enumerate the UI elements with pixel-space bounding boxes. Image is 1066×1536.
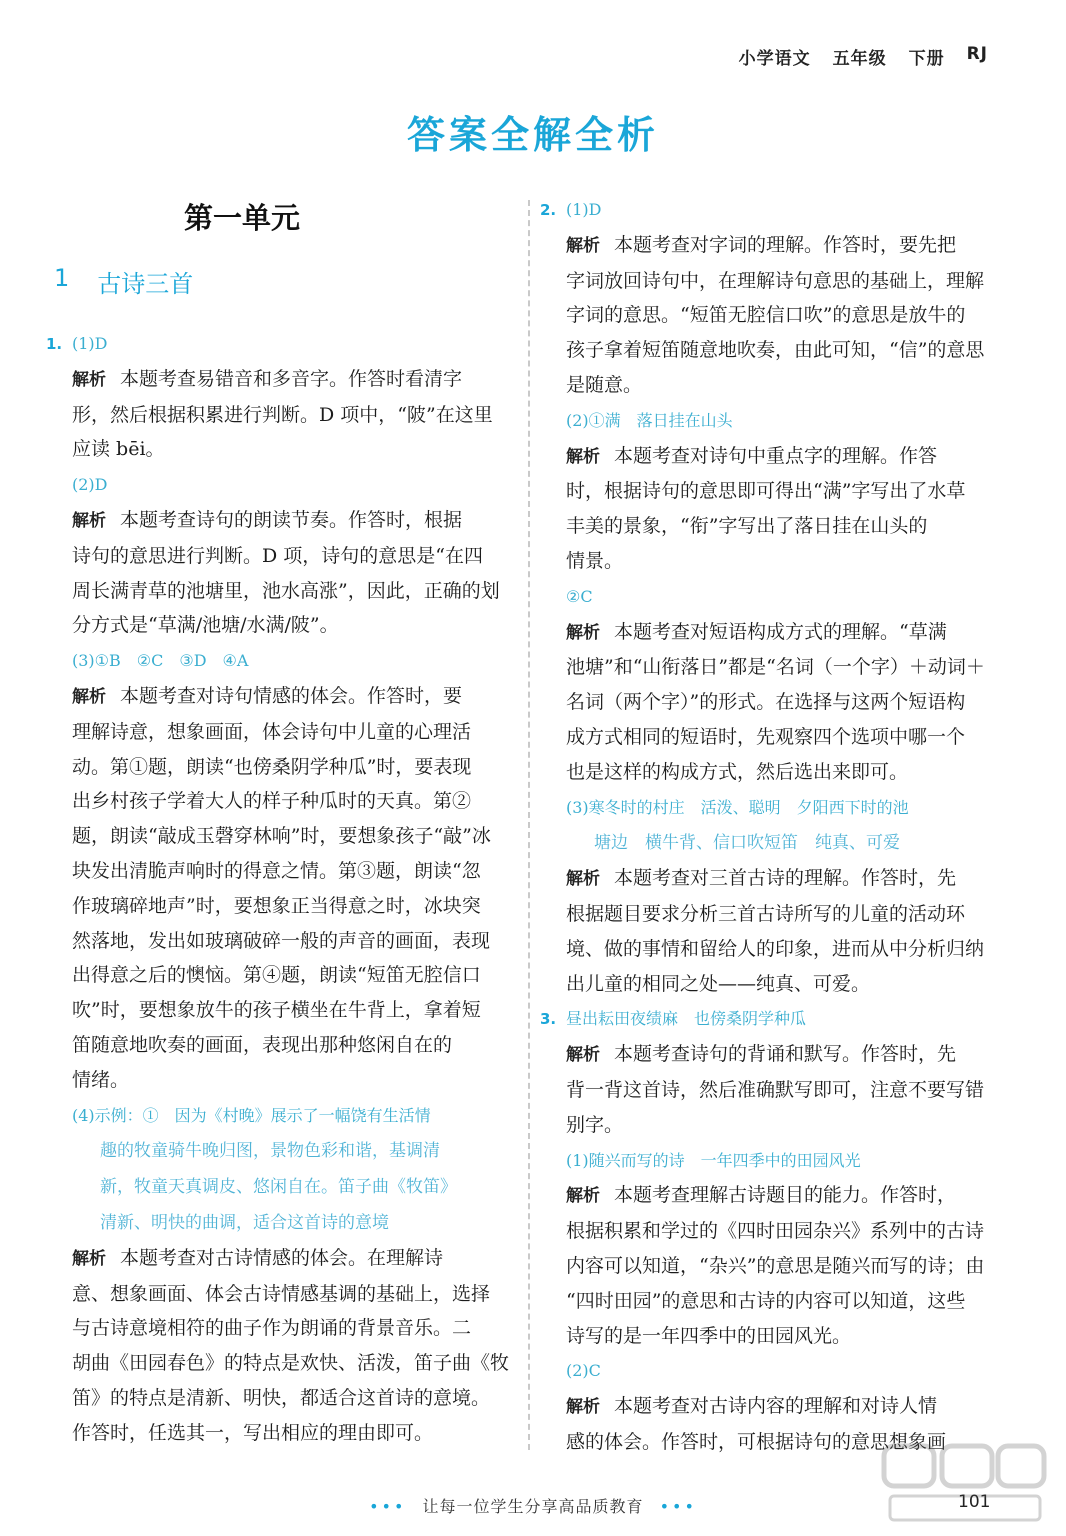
analysis-text: 胡曲《田园春色》的特点是欢快、活泼，笛子曲《牧 xyxy=(72,1352,510,1375)
text-line xyxy=(540,1249,1004,1284)
text-line xyxy=(540,1214,1004,1249)
text-line xyxy=(46,784,504,819)
analysis-text: 本题考查易错音和多音字。作答时看清字 xyxy=(120,367,463,390)
text-line xyxy=(540,932,1004,967)
analysis-text: 应读 bēi。 xyxy=(72,438,165,461)
analysis-tag: 解析 xyxy=(72,686,106,707)
text-line xyxy=(540,474,1004,509)
book-meta xyxy=(739,44,988,69)
dots-left-icon: ••• xyxy=(369,1497,407,1516)
text-line xyxy=(540,755,1004,790)
analysis-text: 与古诗意境相符的曲子作为朗诵的背景音乐。二 xyxy=(72,1317,472,1340)
analysis-text: 内容可以知道，“杂兴”的意思是随兴而写的诗；由 xyxy=(566,1254,985,1277)
lesson-title xyxy=(54,264,193,299)
slogan-text: 让每一位学生分享高品质教育 xyxy=(422,1497,644,1516)
text-line xyxy=(46,432,504,467)
page-number: 101 xyxy=(958,1492,991,1512)
analysis-text: 动。第①题，朗读“也傍桑阴学种瓜”时，要表现 xyxy=(72,755,472,778)
text-line xyxy=(540,861,1004,897)
text-line xyxy=(540,192,1004,228)
text-line xyxy=(540,1073,1004,1108)
analysis-text: 成方式相同的短语时，先观察四个选项中哪一个 xyxy=(566,725,966,748)
answer-text: (1)随兴而写的诗 一年四季中的田园风光 xyxy=(566,1150,861,1170)
answer-text: 昼出耘田夜绩麻 也傍桑阴学种瓜 xyxy=(566,1009,807,1029)
analysis-text: 分方式是“草满/池塘/水满/陂”。 xyxy=(72,614,339,637)
text-line xyxy=(540,790,1004,826)
text-line xyxy=(46,1098,504,1134)
analysis-tag: 解析 xyxy=(566,869,600,890)
text-line xyxy=(46,362,504,398)
text-line xyxy=(540,1284,1004,1319)
analysis-text: 字词放回诗句中，在理解诗句意思的基础上，理解 xyxy=(566,269,985,292)
analysis-text: 孩子拿着短笛随意地吹奏，由此可知，“信”的意思 xyxy=(566,339,985,362)
answer-text: (1)D xyxy=(72,334,108,353)
text-line xyxy=(46,1241,504,1277)
answer-text: (2)①满 落日挂在山头 xyxy=(566,410,733,430)
answer-text: (3)①B ②C ③D ④A xyxy=(72,651,249,671)
analysis-text: 作玻璃碎地声”时，要想象正当得意之时，冰块突 xyxy=(72,894,481,917)
analysis-tag: 解析 xyxy=(72,510,106,531)
text-line xyxy=(540,579,1004,615)
analysis-text: 吹”时，要想象放牛的孩子横坐在牛背上，拿着短 xyxy=(72,999,481,1022)
text-line xyxy=(46,326,504,362)
text-line xyxy=(46,539,504,574)
text-line xyxy=(540,1389,1004,1425)
question-number: 1. xyxy=(46,335,63,353)
text-line xyxy=(540,509,1004,544)
analysis-text: 本题考查对三首古诗的理解。作答时，先 xyxy=(614,867,957,890)
text-line xyxy=(540,650,1004,685)
text-line xyxy=(46,1311,504,1346)
answer-text: ②C xyxy=(566,586,593,606)
lesson-number: 1 xyxy=(54,264,70,292)
analysis-text: 本题考查对诗句中重点字的理解。作答 xyxy=(614,444,938,467)
analysis-text: 是随意。 xyxy=(566,373,643,396)
lesson-name: 古诗三首 xyxy=(97,270,194,298)
grade-label: 五年级 xyxy=(832,49,887,69)
analysis-text: 然落地，发出如玻璃破碎一般的声音的画面，表现 xyxy=(72,929,491,952)
edition-label: RJ xyxy=(966,44,988,64)
analysis-text: 理解诗意，想象画面，体会诗句中儿童的心理活 xyxy=(72,720,472,743)
text-line xyxy=(540,264,1004,299)
analysis-text: 本题考查诗句的背诵和默写。作答时，先 xyxy=(614,1043,957,1066)
text-line xyxy=(46,1416,504,1451)
answer-text: 趣的牧童骑牛晚归图，景物色彩和谐，基调清 xyxy=(100,1141,440,1162)
analysis-tag: 解析 xyxy=(566,446,600,467)
analysis-text: 本题考查对诗句情感的体会。作答时，要 xyxy=(120,684,463,707)
text-line xyxy=(540,615,1004,651)
text-line xyxy=(540,544,1004,579)
text-line xyxy=(46,608,504,643)
text-line xyxy=(46,1063,504,1098)
text-line xyxy=(540,720,1004,755)
analysis-tag: 解析 xyxy=(566,235,600,256)
analysis-text: 本题考查对古诗内容的理解和对诗人情 xyxy=(614,1395,938,1418)
analysis-text: 形，然后根据积累进行判断。D 项中，“陂”在这里 xyxy=(72,403,493,426)
analysis-tag: 解析 xyxy=(566,1045,600,1066)
analysis-tag: 解析 xyxy=(566,622,600,643)
answer-text: (2)C xyxy=(566,1361,601,1381)
text-line xyxy=(540,1353,1004,1389)
analysis-text: 本题考查对古诗情感的体会。在理解诗 xyxy=(120,1246,444,1269)
text-line xyxy=(540,1037,1004,1073)
analysis-text: 根据积累和学过的《四时田园杂兴》系列中的古诗 xyxy=(566,1220,985,1243)
text-line xyxy=(46,715,504,750)
text-line xyxy=(46,398,504,433)
right-column xyxy=(540,192,1004,1460)
analysis-text: 本题考查理解古诗题目的能力。作答时， xyxy=(614,1184,957,1207)
analysis-text: 时，根据诗句的意思即可得出“满”字写出了水草 xyxy=(566,480,966,503)
answer-text: 新，牧童天真调皮、悠闲自在。笛子曲《牧笛》 xyxy=(100,1177,457,1198)
analysis-text: 本题考查对字词的理解。作答时，要先把 xyxy=(614,233,957,256)
text-line xyxy=(46,1277,504,1312)
text-line xyxy=(540,333,1004,368)
text-line xyxy=(540,403,1004,439)
analysis-text: 诗写的是一年四季中的田园风光。 xyxy=(566,1324,852,1347)
watermark-logo-icon xyxy=(880,1440,1050,1526)
text-line xyxy=(540,1143,1004,1179)
page-title: 答案全解全析 xyxy=(406,113,659,157)
answer-text: (2)D xyxy=(72,475,108,495)
analysis-text: 笛》的特点是清新、明快，都适合这首诗的意境。 xyxy=(72,1386,491,1409)
text-line xyxy=(46,503,504,539)
answer-text: (3)寒冬时的村庄 活泼、聪明 夕阳西下时的池 xyxy=(566,797,909,817)
answer-text: (1)D xyxy=(566,200,602,219)
analysis-tag: 解析 xyxy=(72,1248,106,1269)
text-line xyxy=(540,228,1004,264)
text-line xyxy=(46,1346,510,1381)
analysis-text: 别字。 xyxy=(566,1113,624,1136)
analysis-text: 出得意之后的懊恼。第④题，朗读“短笛无腔信口 xyxy=(72,964,481,987)
text-line xyxy=(540,685,1004,720)
text-line xyxy=(46,819,504,854)
analysis-text: 背一背这首诗，然后准确默写即可，注意不要写错 xyxy=(566,1078,985,1101)
text-line xyxy=(46,1133,504,1169)
analysis-text: 感的体会。作答时，可根据诗句的意思想象画 xyxy=(566,1430,947,1453)
text-line xyxy=(46,1028,504,1063)
text-line xyxy=(46,750,504,785)
answer-text: 清新、明快的曲调，适合这首诗的意境 xyxy=(100,1212,389,1233)
question-number: 2. xyxy=(540,201,557,219)
text-line xyxy=(46,643,504,679)
analysis-tag: 解析 xyxy=(566,1397,600,1418)
analysis-text: 本题考查对短语构成方式的理解。“草满 xyxy=(614,620,947,643)
text-line xyxy=(46,854,504,889)
text-line xyxy=(540,439,1004,475)
question-number: 3. xyxy=(540,1010,557,1029)
text-line xyxy=(540,1001,1004,1037)
text-line xyxy=(46,958,504,993)
analysis-text: 意、想象画面、体会古诗情感基调的基础上，选择 xyxy=(72,1282,491,1305)
analysis-text: 作答时，任选其一，写出相应的理由即可。 xyxy=(72,1421,434,1444)
analysis-text: 丰美的景象，“衔”字写出了落日挂在山头的 xyxy=(566,515,928,538)
analysis-text: 情景。 xyxy=(566,549,624,572)
analysis-text: 本题考查诗句的朗读节奏。作答时，根据 xyxy=(120,508,463,531)
unit-title: 第一单元 xyxy=(183,201,300,235)
text-line xyxy=(46,679,504,715)
text-line xyxy=(46,889,504,924)
text-line xyxy=(46,924,504,959)
text-line xyxy=(46,993,504,1028)
analysis-text: 周长满青草的池塘里，池水高涨”，因此，正确的划 xyxy=(72,579,500,602)
dots-right-icon: ••• xyxy=(659,1497,697,1516)
text-line xyxy=(540,1178,1004,1214)
text-line xyxy=(540,825,1004,861)
analysis-text: 情绪。 xyxy=(72,1068,130,1091)
text-line xyxy=(46,1205,504,1241)
text-line xyxy=(46,1169,504,1205)
text-line xyxy=(540,298,1004,333)
analysis-text: 笛随意地吹奏的画面，表现出那种悠闲自在的 xyxy=(72,1033,453,1056)
text-line xyxy=(540,897,1004,932)
analysis-text: 诗句的意思进行判断。D 项，诗句的意思是“在四 xyxy=(72,544,483,567)
analysis-text: 字词的意思。“短笛无腔信口吹”的意思是放牛的 xyxy=(566,304,966,327)
text-line xyxy=(540,368,1004,403)
text-line xyxy=(540,1108,1004,1143)
analysis-tag: 解析 xyxy=(72,369,106,390)
answer-text: (4)示例：① 因为《村晚》展示了一幅饶有生活情 xyxy=(72,1105,431,1125)
text-line xyxy=(46,467,504,503)
analysis-text: 也是这样的构成方式，然后选出来即可。 xyxy=(566,760,909,783)
analysis-text: 出乡村孩子学着大人的样子种瓜时的天真。第② xyxy=(72,790,472,813)
column-divider xyxy=(528,200,530,1450)
text-line xyxy=(46,1381,504,1416)
analysis-text: 题，朗读“敲成玉磬穿林响”时，要想象孩子“敲”冰 xyxy=(72,825,491,848)
analysis-tag: 解析 xyxy=(566,1186,600,1207)
analysis-text: 池塘”和“山衔落日”都是“名词（一个字）＋动词＋ xyxy=(566,656,985,679)
volume-label: 下册 xyxy=(908,49,945,69)
analysis-text: 出儿童的相同之处——纯真、可爱。 xyxy=(566,972,871,995)
answer-text: 塘边 横牛背、信口吹短笛 纯真、可爱 xyxy=(594,833,900,854)
text-line xyxy=(46,574,504,609)
analysis-text: 根据题目要求分析三首古诗所写的儿童的活动环 xyxy=(566,902,966,925)
subject-label: 小学语文 xyxy=(738,49,811,69)
analysis-text: 块发出清脆声响时的得意之情。第③题，朗读“忽 xyxy=(72,859,481,882)
analysis-text: 境、做的事情和留给人的印象，进而从中分析归纳 xyxy=(566,937,985,960)
text-line xyxy=(540,967,1004,1002)
text-line xyxy=(540,1319,1004,1354)
analysis-text: “四时田园”的意思和古诗的内容可以知道，这些 xyxy=(566,1289,966,1312)
left-column xyxy=(46,326,510,1451)
analysis-text: 名词（两个字）”的形式。在选择与这两个短语构 xyxy=(566,691,966,714)
